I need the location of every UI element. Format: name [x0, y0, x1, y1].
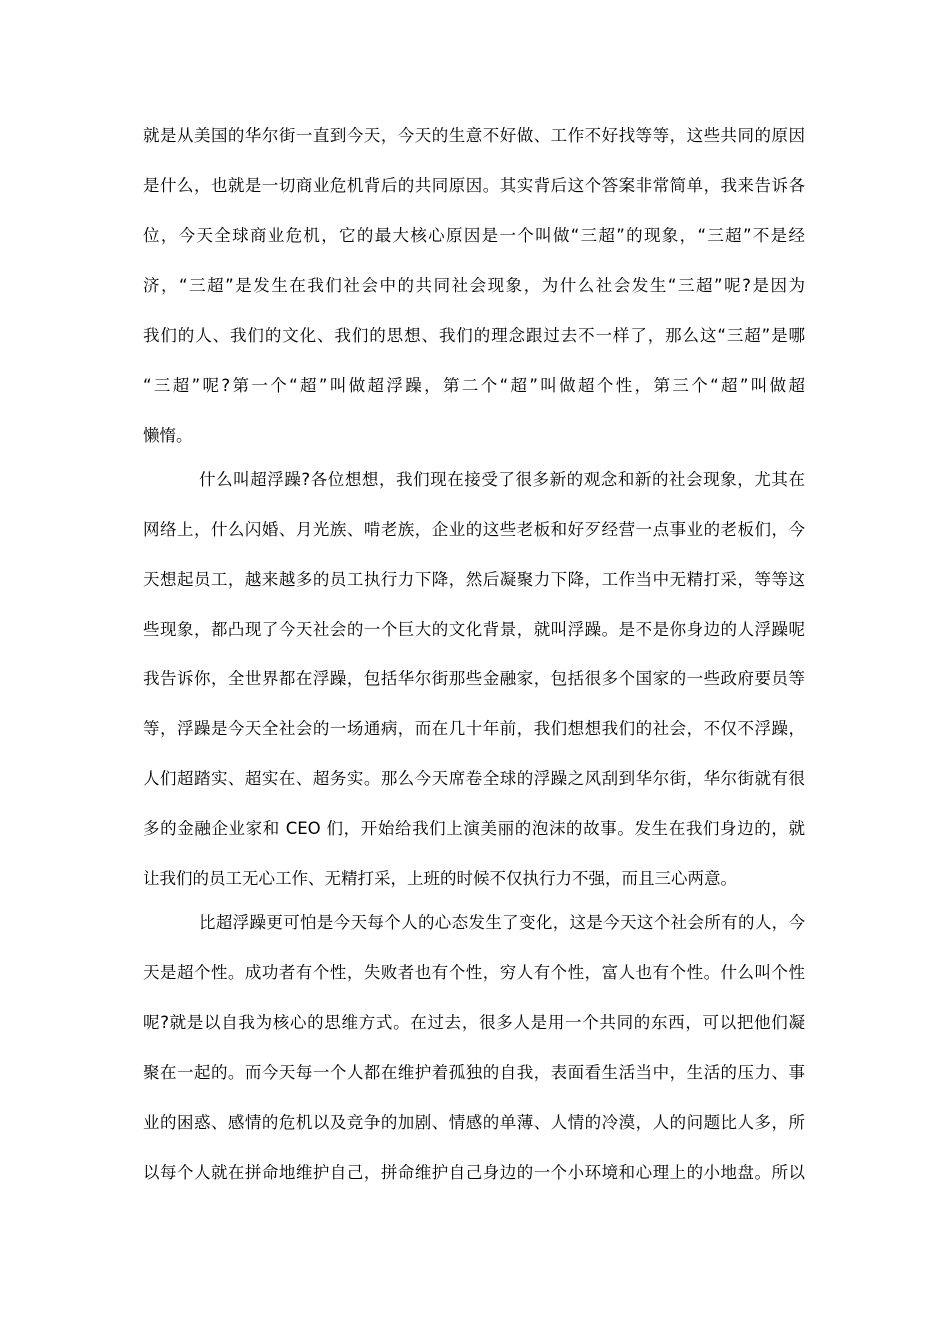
text-line: 些现象，都凸现了今天社会的一个巨大的文化背景，就叫浮躁。是不是你身边的人浮躁呢 — [143, 620, 805, 639]
text-line: 我告诉你，全世界都在浮躁，包括华尔街那些金融家，包括很多个国家的一些政府要员等 — [143, 669, 805, 688]
text-line: 我们的人、我们的文化、我们的思想、我们的理念跟过去不一样了，那么这“三超”是哪 — [143, 326, 805, 345]
text-line: 网络上，什么闪婚、月光族、啃老族，企业的这些老板和好歹经营一点事业的老板们，今 — [143, 520, 805, 539]
text-line: 呢?就是以自我为核心的思维方式。在过去，很多人是用一个共同的东西，可以把他们凝 — [143, 1013, 805, 1032]
paragraph-first-line: 什么叫超浮躁?各位想想，我们现在接受了很多新的观念和新的社会现象，尤其在 — [199, 470, 805, 489]
text-line: 是什么，也就是一切商业危机背后的共同原因。其实背后这个答案非常简单，我来告诉各 — [143, 176, 805, 195]
paragraph-first-line: 比超浮躁更可怕是今天每个人的心态发生了变化，这是今天这个社会所有的人，今 — [199, 913, 805, 932]
text-line: 多的金融企业家和 CEO 们，开始给我们上演美丽的泡沫的故事。发生在我们身边的，就 — [143, 819, 805, 838]
text-line: 业的困惑、感情的危机以及竞争的加剧、情感的单薄、人情的冷漠，人的问题比人多，所 — [143, 1113, 805, 1132]
text-line: 懒惰。 — [143, 426, 193, 445]
text-line: 聚在一起的。而今天每一个人都在维护着孤独的自我，表面看生活当中，生活的压力、事 — [143, 1063, 805, 1082]
text-line: 济，“三超”是发生在我们社会中的共同社会现象，为什么社会发生“三超”呢?是因为 — [143, 276, 805, 295]
text-line: 天是超个性。成功者有个性，失败者也有个性，穷人有个性，富人也有个性。什么叫个性 — [143, 963, 805, 982]
text-line: 等，浮躁是今天全社会的一场通病，而在几十年前，我们想想我们的社会，不仅不浮躁， — [143, 719, 805, 738]
text-line: 天想起员工，越来越多的员工执行力下降，然后凝聚力下降，工作当中无精打采，等等这 — [143, 570, 805, 589]
text-line: 以每个人就在拼命地维护自己，拼命维护自己身边的一个小环境和心理上的小地盘。所以 — [143, 1163, 805, 1182]
text-line: 让我们的员工无心工作、无精打采，上班的时候不仅执行力不强，而且三心两意。 — [143, 869, 737, 888]
text-line: 就是从美国的华尔街一直到今天，今天的生意不好做、工作不好找等等，这些共同的原因 — [143, 126, 805, 145]
text-line: 位，今天全球商业危机，它的最大核心原因是一个叫做“三超”的现象，“三超”不是经 — [143, 226, 805, 245]
text-line: 人们超踏实、超实在、超务实。那么今天席卷全球的浮躁之风刮到华尔街，华尔街就有很 — [143, 769, 805, 788]
text-line: “三超”呢?第一个“超”叫做超浮躁，第二个“超”叫做超个性，第三个“超”叫做超 — [143, 376, 805, 395]
